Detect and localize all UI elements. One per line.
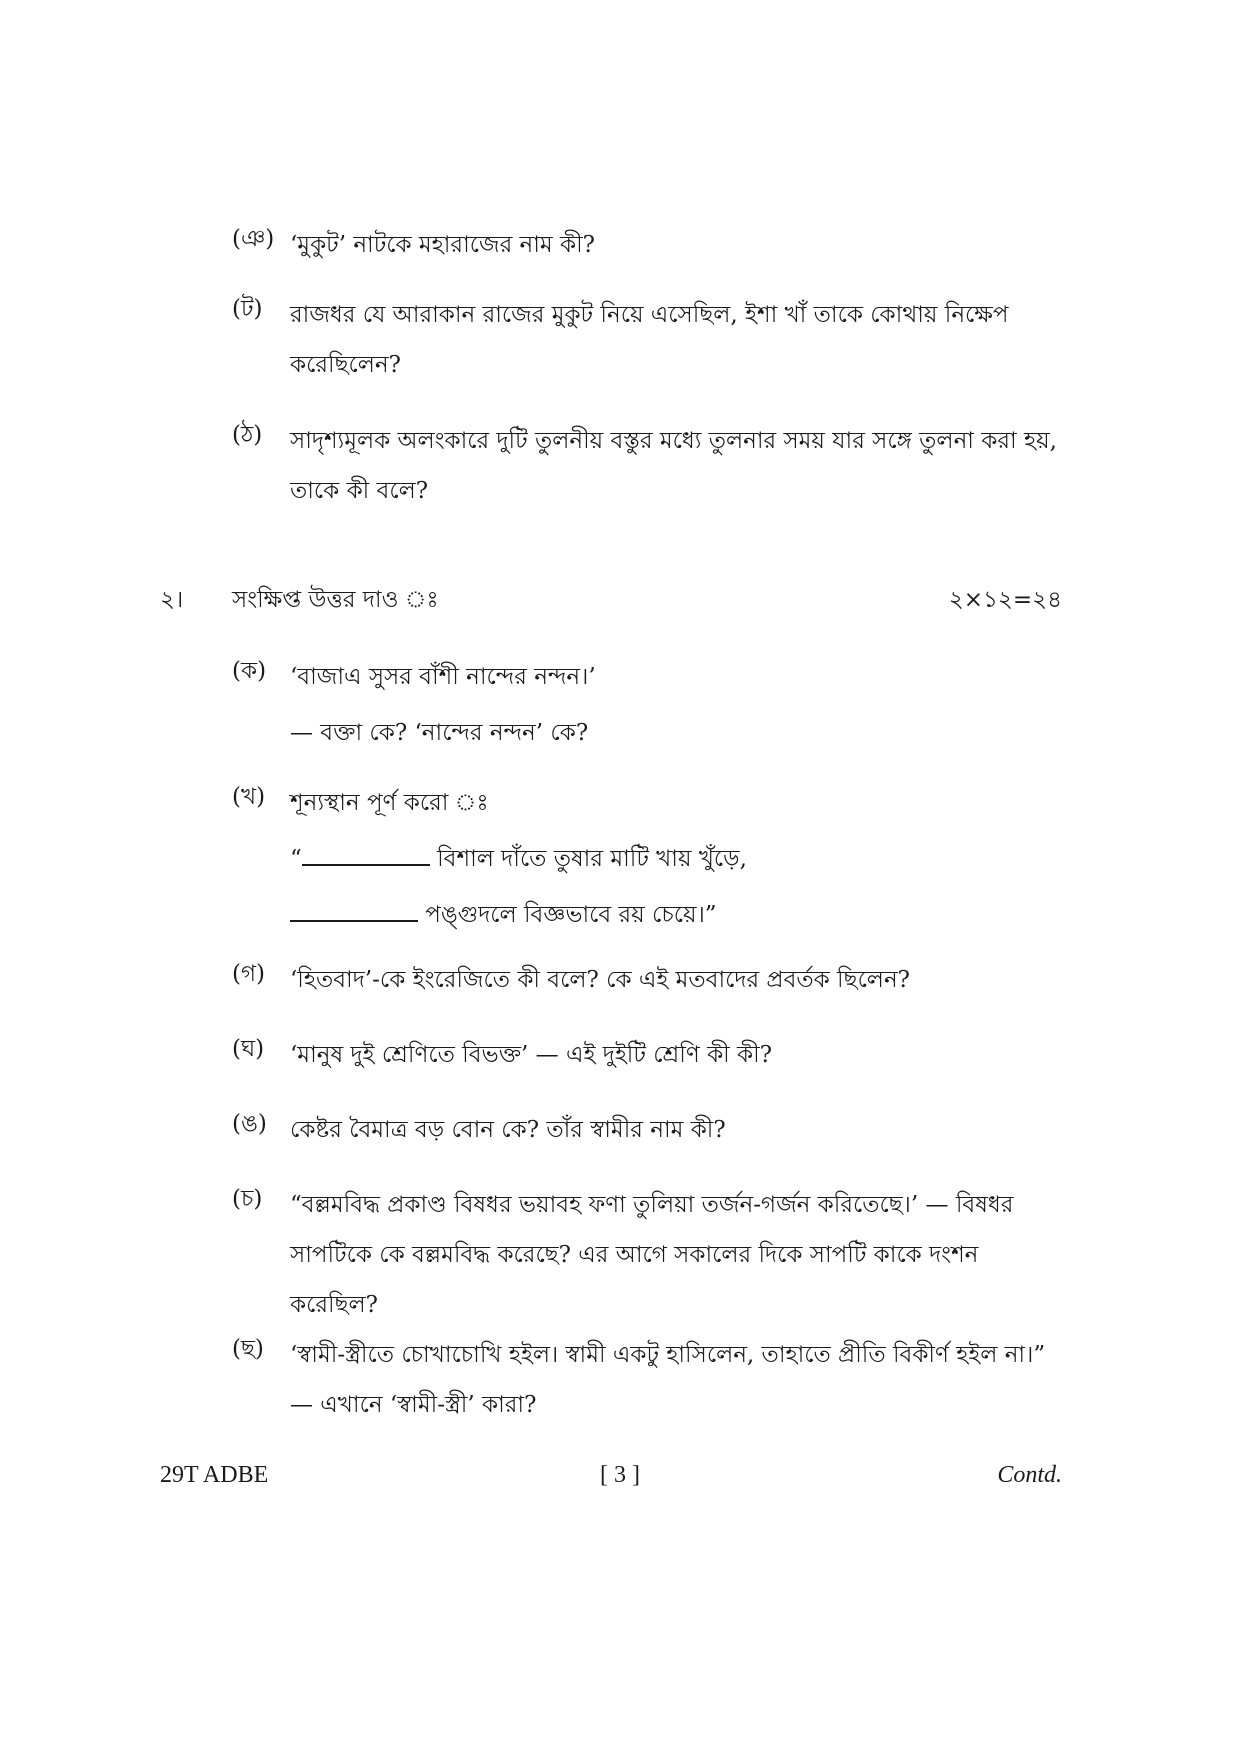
blank-space-2: [290, 898, 418, 922]
question-marker: (ঘ): [232, 1036, 265, 1062]
question-text: কেষ্টর বৈমাত্র বড় বোন কে? তাঁর স্বামীর নাম কী?: [290, 1117, 726, 1143]
verse-line-2: পঙ্গুদলে বিজ্ঞভাবে রয় চেয়ে।”: [418, 902, 717, 928]
fill-blank-line-1: [290, 834, 1062, 884]
open-quote: “: [290, 846, 302, 872]
question-text-line-2: — এখানে ‘স্বামী-স্ত্রী’ কারা?: [290, 1392, 537, 1418]
question-text: ‘হিতবাদ’-কে ইংরেজিতে কী বলে? কে এই মতবাদের প্রবর্তক ছিলেন?: [290, 967, 911, 993]
continued-label: Contd.: [997, 1462, 1062, 1488]
question-cha: [232, 1180, 1062, 1330]
question-text-line-1: রাজধর যে আরাকান রাজের মুকুট নিয়ে এসেছিল, ইশা খাঁ তাকে কোথায় নিক্ষেপ: [290, 302, 1009, 328]
question-marker: (চ): [232, 1186, 263, 1212]
page-number: [ 3 ]: [600, 1462, 640, 1488]
verse-line-1: বিশাল দাঁতে তুষার মাটি খায় খুঁড়ে,: [429, 846, 747, 872]
question-nya: [232, 220, 1062, 270]
question-chha: [232, 1330, 1062, 1430]
question-marker: (ট): [232, 296, 263, 322]
section-marks: ২×১২=২৪: [948, 587, 1062, 613]
fill-blank-line-2: [290, 890, 1062, 940]
question-text-line-1: সাদৃশ্যমূলক অলংকারে দুটি তুলনীয় বস্তুর মধ্যে তুলনার সময় যার সঙ্গে তুলনা করা হয়,: [290, 428, 1057, 454]
question-gha: [232, 1030, 1062, 1080]
blank-space-1: [302, 842, 430, 866]
question-marker: (খ): [232, 784, 266, 810]
question-text: ‘মুকুট’ নাটকে মহারাজের নাম কী?: [290, 232, 596, 258]
question-ttha: [232, 416, 1062, 516]
question-text-line-2: সাপটিকে কে বল্লমবিদ্ধ করেছে? এর আগে সকালের দিকে সাপটি কাকে দংশন: [290, 1242, 979, 1268]
question-text-line-2: তাকে কী বলে?: [290, 478, 429, 504]
quote-line: ‘বাজাএ সুসর বাঁশী নান্দের নন্দন।’: [290, 664, 596, 690]
question-marker: (ক): [232, 658, 267, 684]
question-ga: [232, 955, 1062, 1005]
question-marker: (ছ): [232, 1336, 264, 1362]
question-text: — বক্তা কে? ‘নান্দের নন্দন’ কে?: [290, 720, 589, 746]
question-text-line-2: করেছিলেন?: [290, 352, 401, 378]
section-title: সংক্ষিপ্ত উত্তর দাও ঃ: [232, 587, 439, 613]
question-text-line-1: ‘স্বামী-স্ত্রীতে চোখাচোখি হইল। স্বামী একটু হাসিলেন, তাহাতে প্রীতি বিকীর্ণ হইল না।”: [290, 1342, 1046, 1368]
question-marker: (গ): [232, 961, 266, 987]
question-marker: (ঠ): [232, 422, 263, 448]
question-ka: [232, 652, 1062, 758]
question-text: শূন্যস্থান পূর্ণ করো ঃ: [290, 790, 489, 816]
question-text-line-1: “বল্লমবিদ্ধ প্রকাণ্ড বিষধর ভয়াবহ ফণা তুলিয়া তর্জন-গর্জন করিতেছে।’ — বিষধর: [290, 1192, 1014, 1218]
question-text-line-3: করেছিল?: [290, 1292, 378, 1318]
question-tta: [232, 290, 1062, 390]
question-nga: [232, 1105, 1062, 1155]
question-marker: (ঞ): [232, 226, 275, 252]
section-number: ২।: [160, 587, 184, 613]
paper-code: 29T ADBE: [160, 1462, 269, 1488]
question-marker: (ঙ): [232, 1111, 267, 1137]
question-text: ‘মানুষ দুই শ্রেণিতে বিভক্ত’ — এই দুইটি শ্রেণি কী কী?: [290, 1042, 773, 1068]
question-kha: [232, 778, 1062, 940]
